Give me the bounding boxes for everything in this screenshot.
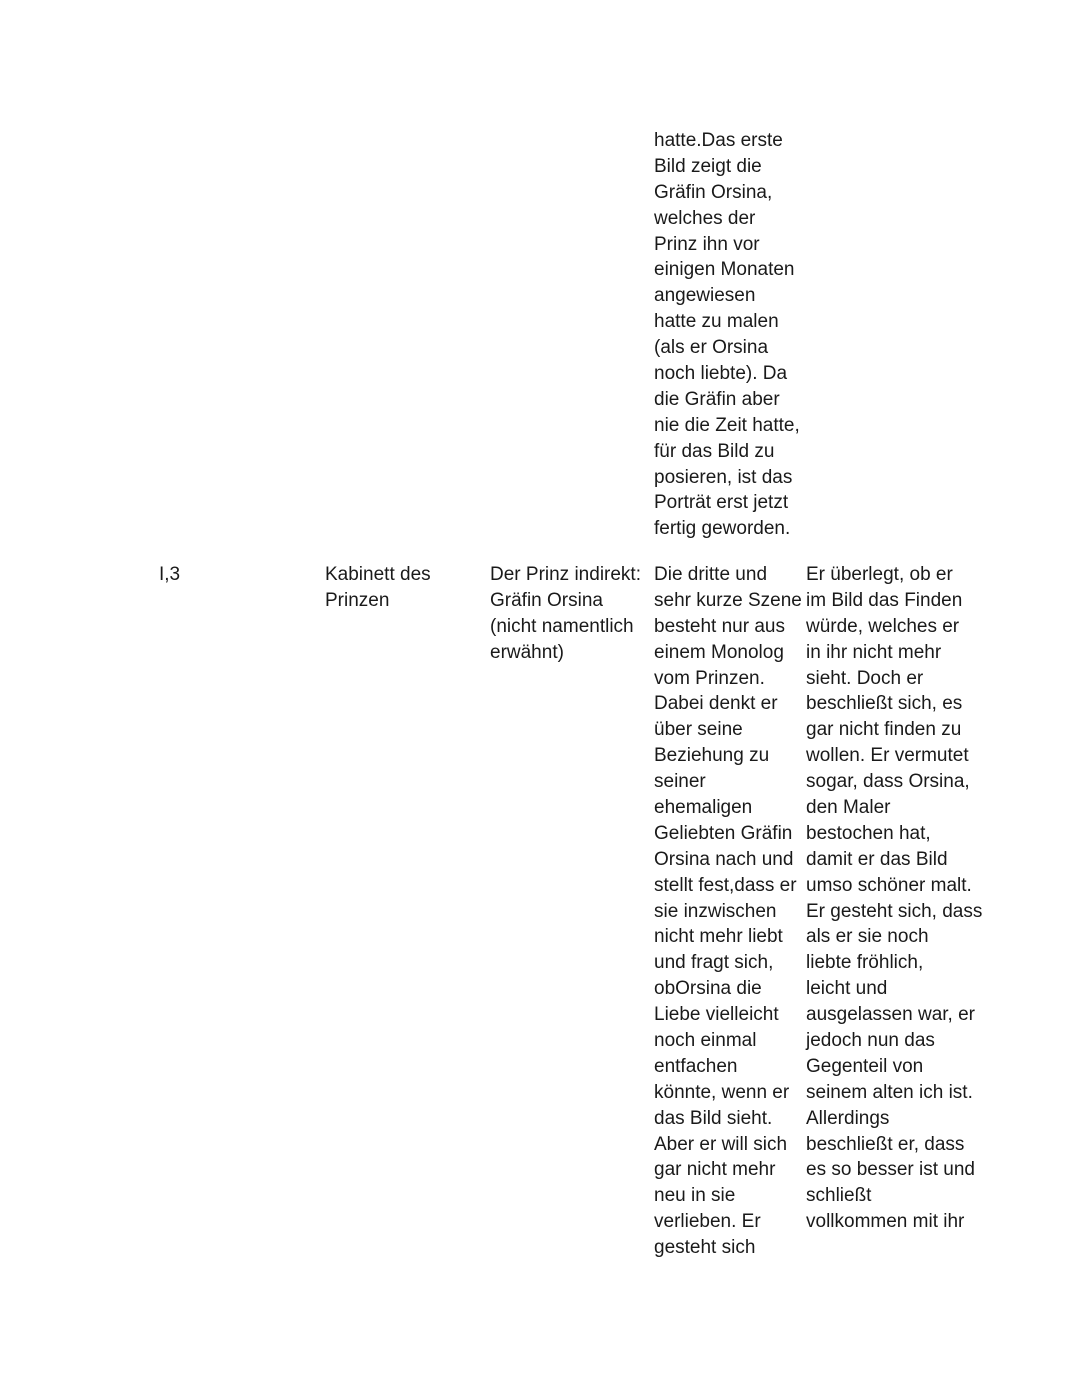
text-line: schließt [806,1185,872,1207]
text-line: Prinz ihn vor [654,233,760,255]
text-line: beschließt sich, es [806,693,963,715]
text-line: nie die Zeit hatte, [654,414,800,436]
text-line: einigen Monaten [654,259,795,281]
analysis-cell [806,562,982,1235]
text-line: vom Prinzen. [654,667,765,689]
persons-cell [490,562,641,666]
text-line: Gräfin Orsina [490,589,603,611]
text-line: gar nicht mehr [654,1159,776,1181]
text-line: die Gräfin aber [654,388,780,410]
text-line: das Bild sieht. [654,1107,773,1129]
text-line: würde, welches er [806,615,960,637]
text-line: Gräfin Orsina, [654,181,773,203]
text-line: Aber er will sich [654,1133,788,1155]
text-line: Kabinett des [325,564,431,585]
text-line: damit er das Bild [806,848,948,870]
text-line: bestochen hat, [806,822,931,844]
text-line: einem Monolog [654,641,784,663]
text-line: ausgelassen war, er [806,1004,975,1026]
text-line: Liebe vielleicht [654,1004,779,1026]
scene-number-cell [159,562,180,588]
text-line: neu in sie [654,1185,736,1207]
text-line: könnte, wenn er [654,1081,790,1103]
text-line: beschließt er, dass [806,1133,965,1155]
text-line: sogar, dass Orsina, [806,771,970,793]
text-line: sie inzwischen [654,900,777,922]
text-line: liebte fröhlich, [806,952,924,974]
text-line: gesteht sich [654,1237,756,1259]
text-line: (nicht namentlich [490,615,634,637]
text-line: vollkommen mit ihr [806,1211,965,1233]
text-line: ehemaligen [654,797,753,819]
text-line: seiner [654,771,706,793]
text-line: (als er Orsina [654,337,769,359]
text-line: noch liebte). Da [654,363,788,385]
text-line: Prinzen [325,589,390,611]
text-line: leicht und [806,978,888,1000]
text-line: Dabei denkt er [654,693,778,715]
text-line: nicht mehr liebt [654,926,783,948]
location-cell [325,562,431,614]
text-line: als er sie noch [806,926,929,948]
text-line: Gegenteil von [806,1055,924,1077]
text-line: obOrsina die [654,978,762,1000]
text-line: sieht. Doch er [806,667,924,689]
text-line: und fragt sich, [654,952,774,974]
text-line: seinem alten ich ist. [806,1081,973,1103]
text-line: hatte.Das erste [654,130,783,151]
text-line: besteht nur aus [654,615,785,637]
text-line: gar nicht finden zu [806,719,962,741]
text-line: erwähnt) [490,641,564,663]
text-line: Der Prinz indirekt: [490,564,641,585]
text-line: im Bild das Finden [806,589,963,611]
text-line: für das Bild zu [654,440,775,462]
text-line: Allerdings [806,1107,890,1129]
text-line: in ihr nicht mehr [806,641,942,663]
continued-content-cell [654,128,800,542]
text-line: jedoch nun das [806,1030,935,1052]
text-line: Orsina nach und [654,848,794,870]
text-line: Er überlegt, ob er [806,564,953,585]
text-line: verlieben. Er [654,1211,761,1233]
text-line: Beziehung zu [654,745,770,767]
text-line: Porträt erst jetzt [654,492,789,514]
text-line: stellt fest,dass er [654,874,797,896]
text-line: Bild zeigt die [654,155,762,177]
text-line: umso schöner malt. [806,874,972,896]
content-cell [654,562,802,1261]
text-line: wollen. Er vermutet [806,745,969,767]
text-line: fertig geworden. [654,518,791,540]
text-line: hatte zu malen [654,311,779,333]
text-line: Die dritte und [654,564,768,585]
text-line: Er gesteht sich, dass [806,900,983,922]
text-line: Geliebten Gräfin [654,822,793,844]
text-line: es so besser ist und [806,1159,975,1181]
text-line: sehr kurze Szene [654,589,802,611]
text-line: noch einmal [654,1030,757,1052]
text-line: den Maler [806,797,891,819]
text-line: posieren, ist das [654,466,793,488]
text-line: welches der [654,207,756,229]
scene-number: I,3 [159,564,181,585]
text-line: über seine [654,719,743,741]
text-line: entfachen [654,1055,738,1077]
text-line: angewiesen [654,285,756,307]
